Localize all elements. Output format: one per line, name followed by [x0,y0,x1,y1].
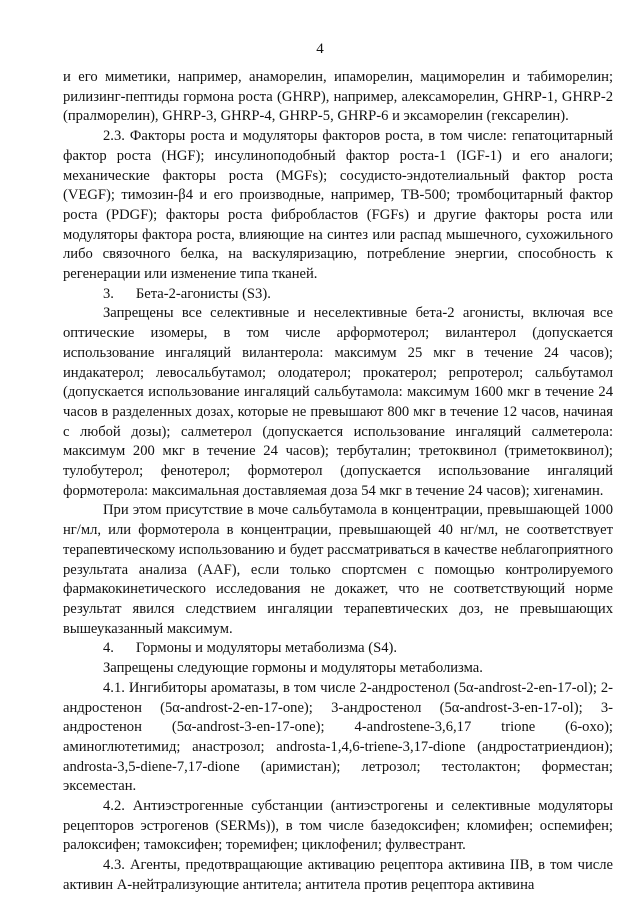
paragraph-beta2-prohibited: Запрещены все селективные и неселективные бета-2 агонисты, включая все оптические изомеры, в том числе арформотерол; вилантерол (допускается использование ингаляций вилантерола: максимум 25 мкг в течение 24 часов); индакатерол; левосальбутамол; олодатерол; прокатерол; репротерол; сальбутамол (допускается использование ингаляций сальбутамола: максимум 1600 мкг в течение 24 часов в разделенных дозах, которые не превышают 800 мкг в течение 12 часов, начиная с любой дозы); салметерол (допускается использование ингаляций салметерола: максимум 200 мкг в течение 24 часов); тербуталин; третоквинол (триметоквинол); тулобутерол; фенотерол; формотерол (допускается использование ингаляций формотерола: максимальная доставляемая доза 54 мкг в течение 24 часов); хигенамин. [63,305,613,499]
page-number: 4 [316,41,324,57]
paragraph-salbutamol-threshold: При этом присутствие в моче сальбутамола в концентрации, превышающей 1000 нг/мл, или формотерола в концентрации, превышающей 40 нг/мл, не соответствует терапевтическому использованию и будет рассматриваться в качестве неблагоприятного результата анализа (AAF), если только спортсмен с помощью контролируемого фармакокинетического исследования не докажет, что не соответствующий норме результат явился следствием ингаляции терапевтических доз, не превышающих вышеуказанный максимум. [63,502,613,637]
paragraph-4-3-activin-agents: 4.3. Агенты, предотвращающие активацию рецептора активина IIB, в том числе активин А-нейтрализующие антитела; антитела против рецептора активина [63,857,613,893]
paragraph-ghrp-continuation: и его миметики, например, анаморелин, ипаморелин, мациморелин и табиморелин; рилизинг-пептиды гормона роста (GHRP), например, алексаморелин, GHRP-1, GHRP-2 (пралморелин), GHRP-3, GHRP-4, GHRP-5, GHRP-6 и эксаморелин (гексарелин). [63,69,613,125]
paragraph-hormones-intro: Запрещены следующие гормоны и модуляторы метаболизма. [103,660,483,677]
paragraph-4-1-aromatase-inhibitors: 4.1. Ингибиторы ароматазы, в том числе 2-андростенол (5α-androst-2-en-17-ol); 2-андростенон (5α-androst-2-en-17-one); 3-андростенол (5α-androst-3-en-17-ol); 3-андростенон (5α-androst-3-en-17-one); 4-androstene-3,6,17 trione (6-oxo); аминоглютетимид; анастрозол; androsta-1,4,6-triene-3,17-dione (андростатриендион); androsta-3,5-diene-7,17-dione (аримистан); летрозол; тестолактон; форместан; эксеместан. [63,679,613,795]
section-heading-hormones-metabolism: 4. Гормоны и модуляторы метаболизма (S4). [103,640,398,657]
document-body [63,68,613,896]
paragraph-2-3-growth-factors: 2.3. Факторы роста и модуляторы факторов роста, в том числе: гепатоцитарный фактор роста (HGF); инсулиноподобный фактор роста-1 (IGF-1) и его аналоги; механические факторы роста (MGFs); сосудисто-эндотелиальный фактор роста (VEGF); тимозин-β4 и его производные, например, TB-500; тромбоцитарный фактор роста (PDGF); факторы роста фибробластов (FGFs) и другие факторы роста или модуляторы фактора роста, влияющие на синтез или распад мышечного, сухожильного либо связочного белка, на васкуляризацию, потребление энергии, способность к регенерации или изменение типа тканей. [63,128,613,283]
section-heading-beta2-agonists: 3. Бета-2-агонисты (S3). [103,285,271,302]
paragraph-4-2-antiestrogens: 4.2. Антиэстрогенные субстанции (антиэстрогены и селективные модуляторы рецепторов эстрогенов (SERMs)), в том числе базедоксифен; кломифен; оспемифен; ралоксифен; тамоксифен; торемифен; циклофенил; фулвестрант. [63,798,613,854]
